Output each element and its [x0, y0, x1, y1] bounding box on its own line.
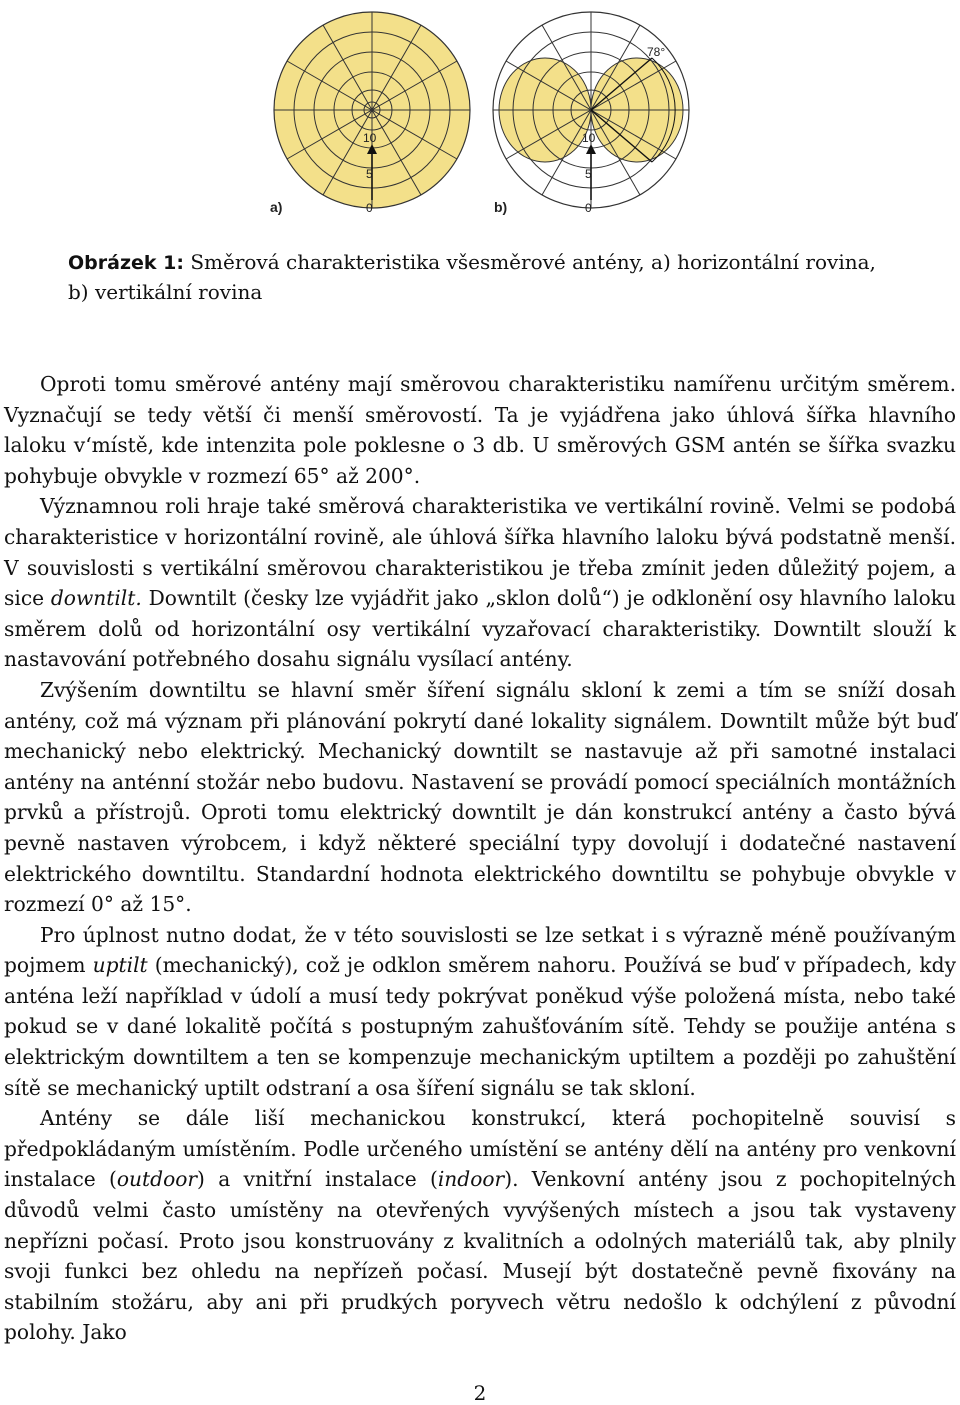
- term-indoor: indoor: [437, 1167, 505, 1192]
- page-number: 2: [473, 1381, 487, 1405]
- tick-label: 5: [366, 167, 373, 181]
- paragraph-downtilt: [4, 491, 956, 675]
- term-outdoor: outdoor: [116, 1167, 198, 1192]
- tick-label: 0: [366, 201, 373, 215]
- paragraph-text: Pro úplnost nutno dodat, že v této souvislosti se lze setkat i s výrazně méně používaným pojmem: [4, 922, 956, 978]
- paragraph-text: Významnou roli hraje také směrová charakteristika ve vertikální rovině. Velmi se podobá charakteristice v horizontální rovině, ale úhlová šířka hlavního laloku bývá podstatně menší. V souvislosti s vertikální směrovou charakteristikou je třeba zmínit jeden důležitý pojem, a sice: [4, 494, 956, 611]
- tick-label: 0: [585, 201, 592, 215]
- article-body: [4, 369, 956, 1348]
- paragraph-text: Zvýšením downtiltu se hlavní směr šíření signálu skloní k zemi a tím se sníží dosah antény, což má význam při plánování pokrytí dané lokality signálem. Downtilt může být buď mechanický nebo elektrický. Mechanický downtilt se nastavuje až při samotné instalaci antény na anténní stožár nebo budovu. Nastavení se provádí pomocí speciálních montážních prvků a přístrojů. Oproti tomu elektrický downtilt je dán konstrukcí antény a často bývá pevně nastaven výrobcem, i když některé speciální typy dovolují i dodatečné nastavení elektrického downtiltu. Standardní hodnota elektrického downtiltu se pohybuje obvykle v rozmezí 0° až 15°.: [4, 677, 956, 917]
- caption-label: Obrázek 1:: [68, 252, 184, 274]
- paragraph-text: (mechanický), což je odklon směrem nahoru. Používá se buď v případech, kdy anténa leží například v údolí a musí tedy pokrývat poněkud výše položená místa, nebo také pokud se v dané lokalitě počítá s postupným zahušťováním sítě. Tehdy se použije anténa s elektrickým downtiltem a ten se kompenzuje mechanickým uptiltem a později po zahuštění sítě se mechanický uptilt odstraní a osa šíření signálu se tak skloní.: [4, 953, 956, 1100]
- polar-plot-vertical: [493, 12, 689, 215]
- term-uptilt: uptilt: [92, 953, 148, 978]
- paragraph-text: Antény se dále liší mechanickou konstrukcí, která pochopitelně souvisí s předpokládaným umístěním. Podle určeného umístění se antény dělí na antény pro venkovní instalace (: [4, 1106, 956, 1192]
- paragraph-construction: [4, 1103, 956, 1348]
- paragraph-uptilt: [4, 920, 956, 1104]
- polar-plot-horizontal: [270, 12, 470, 215]
- antenna-figure: [0, 0, 960, 225]
- paragraph-directional: [4, 369, 956, 491]
- term-downtilt: downtilt.: [50, 586, 142, 611]
- paragraph-text: ). Venkovní antény jsou z pochopitelných důvodů velmi často umístěny na otevřených vyvýšených místech a jsou tak vystaveny nepřízni počasí. Proto jsou konstruovány z kvalitních a odolných materiálů tak, aby plnily svoji funkci bez ohledu na nepřízeň počasí. Musejí být dostatečně pevně fixovány na stabilním stožáru, aby ani při prudkých poryvech větru nedošlo k odchýlení z původní polohy. Jako: [4, 1167, 956, 1345]
- paragraph-text: Downtilt (česky lze vyjádřit jako „sklon dolů“) je odklonění osy hlavního laloku směrem dolů od horizontální osy vertikální vyzařovací charakteristiky. Downtilt slouží k nastavování potřebného dosahu signálu vysílací antény.: [4, 586, 956, 672]
- paragraph-text: Oproti tomu směrové antény mají směrovou charakteristiku namířenu určitým směrem. Vyznačují se tedy větší či menší směrovostí. Ta je vyjádřena jako úhlová šířka hlavního laloku v‘místě, kde intenzita pole poklesne o 3 db. U směrových GSM antén se šířka svazku pohybuje obvykle v rozmezí 65° až 200°.: [4, 372, 956, 488]
- paragraph-text: ) a vnitřní instalace (: [197, 1167, 438, 1192]
- tick-label: 10: [582, 131, 596, 145]
- caption-text: Směrová charakteristika všesměrové antény, a) horizontální rovina, b) vertikální rovina: [68, 250, 876, 304]
- tick-label: 5: [585, 167, 592, 181]
- panel-label-a: a): [270, 199, 283, 215]
- panel-label-b: b): [494, 199, 508, 215]
- beamwidth-label: 78°: [647, 45, 666, 59]
- tick-label: 10: [363, 131, 377, 145]
- paragraph-downtilt-types: [4, 675, 956, 920]
- figure-caption: [68, 248, 898, 307]
